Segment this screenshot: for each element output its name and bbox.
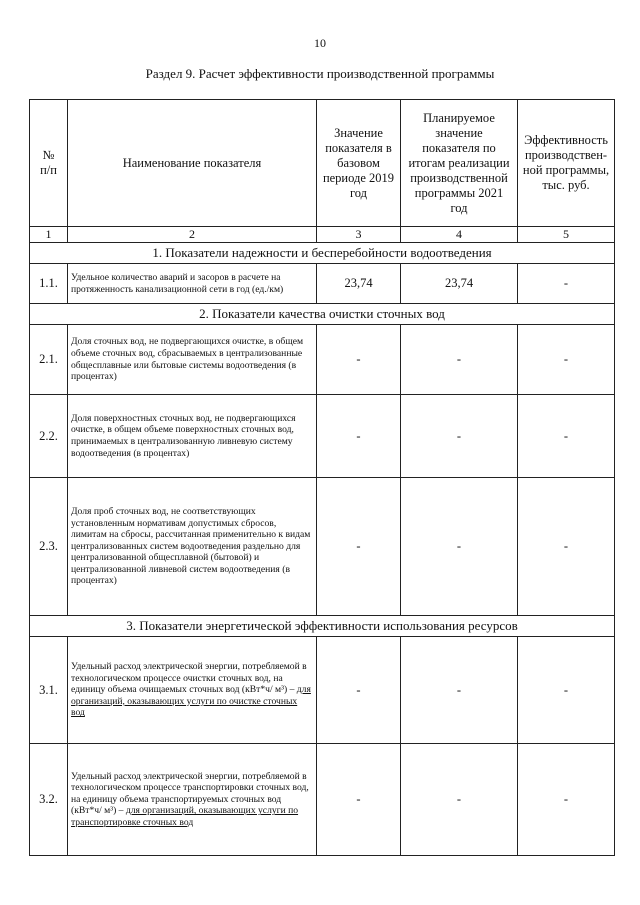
header-row (30, 100, 615, 227)
efficiency-table (29, 99, 615, 856)
effect-value: - (518, 395, 615, 478)
table-row (30, 744, 615, 856)
section-header-row (30, 616, 615, 637)
effect-value: - (518, 744, 615, 856)
indicator-name: Удельное количество аварий и засоров в расчете на протяженность канализационной сети в год (ед./км) (68, 264, 317, 304)
row-number: 2.3. (30, 478, 68, 616)
table-row (30, 478, 615, 616)
row-number: 2.1. (30, 325, 68, 395)
indicator-name: Доля сточных вод, не подвергающихся очистке, в общем объеме сточных вод, сбрасываемых в централизованные общесплавные или бытовые системы водоотведения (в процентах) (68, 325, 317, 395)
table-row (30, 264, 615, 304)
table-row (30, 637, 615, 744)
column-number: 4 (401, 227, 518, 243)
column-number: 3 (317, 227, 401, 243)
planned-value: - (401, 325, 518, 395)
base-value: - (317, 744, 401, 856)
base-value: - (317, 637, 401, 744)
column-number: 5 (518, 227, 615, 243)
base-value: - (317, 478, 401, 616)
column-number-row (30, 227, 615, 243)
effect-value: - (518, 325, 615, 395)
effect-value: - (518, 637, 615, 744)
base-value: - (317, 325, 401, 395)
row-number: 2.2. (30, 395, 68, 478)
row-number: 3.1. (30, 637, 68, 744)
row-number: 3.2. (30, 744, 68, 856)
column-number: 1 (30, 227, 68, 243)
table-row (30, 395, 615, 478)
row-number: 1.1. (30, 264, 68, 304)
indicator-name: Удельный расход электрической энергии, потребляемой в технологическом процессе очистки сточных вод, на единицу объема очищаемых сточных вод (кВт*ч/ м³) – для организаций, оказывающих услуги по очистке сточных вод (68, 637, 317, 744)
indicator-name: Удельный расход электрической энергии, потребляемой в технологическом процессе транспортировки сточных вод, на единицу объема транспортируемых сточных вод (кВт*ч/ м³) – для организаций, оказывающих услуги по транспортировке сточных вод (68, 744, 317, 856)
section-heading: 1. Показатели надежности и бесперебойности водоотведения (30, 243, 615, 264)
effect-value: - (518, 264, 615, 304)
header-effect: Эффективность производствен-ной программы, тыс. руб. (518, 100, 615, 227)
indicator-name: Доля поверхностных сточных вод, не подвергающихся очистке, в общем объеме поверхностных сточных вод, принимаемых в централизованную ливневую систему водоотведения (в процентах) (68, 395, 317, 478)
page-number: 10 (314, 36, 326, 50)
base-value: 23,74 (317, 264, 401, 304)
header-base: Значение показателя в базовом периоде 2019 год (317, 100, 401, 227)
indicator-name: Доля проб сточных вод, не соответствующих установленным нормативам допустимых сбросов, лимитам на сбросы, рассчитанная применительно к видам централизованных систем водоотведения раздельно для централизованной общесплавной (бытовой) и централизованной ливневой систем водоотведения (в процентах) (68, 478, 317, 616)
planned-value: - (401, 478, 518, 616)
section-header-row (30, 304, 615, 325)
planned-value: 23,74 (401, 264, 518, 304)
planned-value: - (401, 395, 518, 478)
effect-value: - (518, 478, 615, 616)
header-name: Наименование показателя (68, 100, 317, 227)
header-num: № п/п (30, 100, 68, 227)
base-value: - (317, 395, 401, 478)
header-planned: Планируемое значение показателя по итогам реализации производственной программы 2021 год (401, 100, 518, 227)
section-heading: 3. Показатели энергетической эффективности использования ресурсов (30, 616, 615, 637)
planned-value: - (401, 744, 518, 856)
section-heading: 2. Показатели качества очистки сточных вод (30, 304, 615, 325)
section-header-row (30, 243, 615, 264)
table-row (30, 325, 615, 395)
section-title: Раздел 9. Расчет эффективности производственной программы (145, 66, 495, 81)
column-number: 2 (68, 227, 317, 243)
planned-value: - (401, 637, 518, 744)
